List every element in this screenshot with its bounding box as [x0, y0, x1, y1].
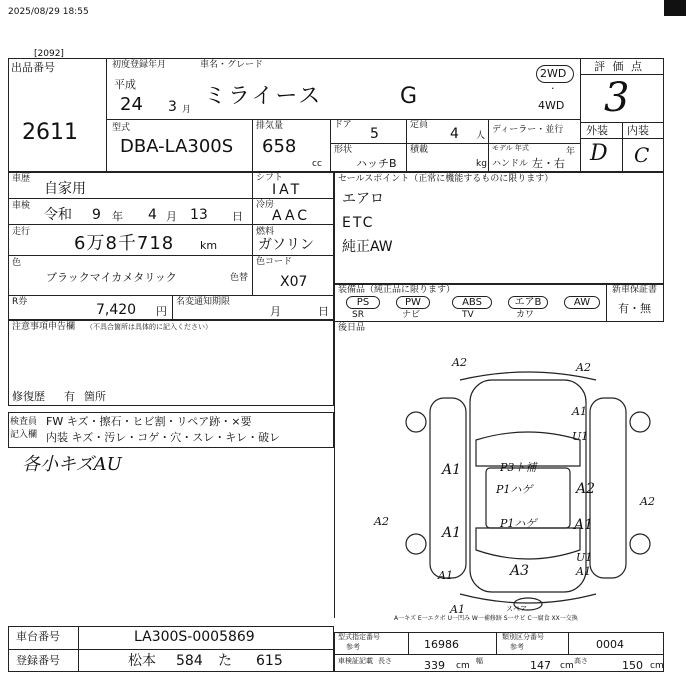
fuel: ガソリン: [258, 237, 314, 253]
height-unit: cm: [650, 661, 664, 671]
width-label: 幅: [476, 657, 483, 665]
model-code: DBA-LA300S: [120, 136, 234, 157]
chassis-number: LA300S-0005869: [134, 629, 255, 645]
reg-label: 初度登録年月: [112, 60, 167, 70]
shaken-month: 4: [148, 207, 157, 223]
interior-grade: C: [634, 143, 650, 167]
shift-label: シフト: [256, 173, 284, 183]
dims-label: 車検証記載: [338, 657, 373, 665]
damage-mark-5: A1: [442, 462, 462, 478]
lot-number: 2611: [22, 120, 78, 145]
ac: AAC: [272, 208, 311, 224]
mileage: 6万8千718: [74, 233, 175, 254]
displacement-label: 排気量: [256, 121, 284, 131]
damage-mark-17: A1: [450, 603, 465, 616]
shaken-label: 車検: [12, 201, 31, 211]
warranty-label: 新車保証書: [612, 285, 658, 295]
rear-label: 後日品: [338, 323, 366, 333]
equip-sr: SR: [352, 310, 364, 320]
recycle-fee: 7,420: [96, 302, 137, 318]
reg-year: 24: [120, 94, 143, 115]
history-value: 自家用: [44, 181, 86, 197]
drive-4wd: 4WD: [538, 99, 565, 112]
color-no-label: 色替: [230, 273, 249, 283]
color-code: X07: [280, 274, 308, 290]
month-unit: 月: [182, 105, 192, 115]
inspector-handwritten-note: 各小キズAU: [22, 454, 122, 475]
color-code-label: 色コード: [256, 257, 293, 267]
category-label-1: 類別区分番号: [502, 633, 544, 641]
displacement: 658: [262, 136, 297, 157]
reg-month: 3: [168, 99, 177, 115]
color-label: 色: [12, 258, 22, 268]
damage-mark-18: U1: [576, 551, 593, 564]
exterior-label: 外装: [586, 124, 608, 137]
height-label: 高さ: [574, 657, 588, 665]
model-label: 型式: [112, 123, 131, 133]
exterior-grade: D: [590, 141, 608, 166]
notes-label: 注意事項申告欄: [12, 322, 76, 332]
damage-mark-1: A2: [452, 356, 467, 369]
interior-label: 内装: [627, 124, 649, 137]
damage-mark-9: A2: [640, 495, 655, 508]
damage-mark-11: A1: [442, 525, 462, 541]
notes-sub-label: （不具合箇所は具体的に記入ください）: [86, 323, 212, 331]
shaken-day-unit: 日: [232, 210, 243, 223]
cc-unit: cc: [312, 159, 322, 169]
notice-day-unit: 日: [318, 305, 329, 318]
shaken-year-unit: 年: [112, 210, 123, 223]
kg-unit: kg: [476, 159, 487, 169]
shape: ハッチB: [356, 157, 397, 170]
door-label: ドア: [334, 120, 352, 130]
repair-label: 修復歴: [12, 390, 45, 403]
length-value: 339: [424, 659, 445, 672]
rating-label: 評 価 点: [594, 60, 644, 73]
fuel-label: 燃料: [256, 227, 275, 237]
inspector-line-2: 内装 キズ・汚レ・コゲ・穴・スレ・キレ・破レ: [46, 431, 281, 444]
km-unit: km: [200, 239, 218, 252]
equip-ps: PS: [346, 296, 380, 309]
damage-mark-3: A1: [572, 405, 587, 418]
chassis-label: 車台番号: [16, 630, 60, 643]
plate-number: 615: [256, 653, 283, 669]
handle: 左・右: [532, 157, 565, 170]
lot-label: 出品番号: [11, 61, 55, 74]
ac-label: 冷房: [256, 200, 275, 210]
rating-value: 3: [604, 75, 630, 121]
mileage-label: 走行: [12, 227, 31, 237]
inspector-label-1: 検査員: [10, 417, 38, 427]
color-value: ブラックマイカメタリック: [46, 271, 177, 284]
warranty-value: 有・無: [618, 302, 651, 315]
dealer-label: ディーラー・並行: [492, 125, 564, 135]
shape-label: 形状: [334, 145, 353, 155]
equipment-label: 装備品（純正品に限ります）: [338, 285, 456, 295]
damage-mark-2: A2: [576, 361, 591, 374]
shift: IAT: [272, 182, 303, 198]
capacity-label: 定員: [410, 120, 429, 130]
spare-label: スペア: [506, 605, 527, 613]
plate-label: 登録番号: [16, 654, 60, 667]
damage-mark-8: A2: [576, 481, 596, 497]
damage-mark-10: A2: [374, 515, 389, 528]
recycle-label: R券: [12, 297, 28, 307]
length-unit: cm: [456, 661, 470, 671]
drive-2wd: 2WD: [540, 67, 567, 80]
notes-section: [8, 320, 334, 406]
length-label: 長さ: [378, 657, 392, 665]
type-label-2: 参考: [346, 643, 360, 651]
height-value: 150: [622, 659, 643, 672]
corner-mark: [664, 0, 686, 16]
selling-point-2: ETC: [342, 215, 375, 231]
damage-mark-7: P1ハゲ: [496, 483, 533, 496]
equip-abs: ABS: [452, 296, 492, 309]
drive-dot: ·: [551, 82, 555, 95]
selling-point-1: エアロ: [342, 191, 384, 207]
damage-mark-4: U1: [572, 430, 589, 443]
selling-point-3: 純正AW: [342, 239, 393, 255]
plate-class: 584: [176, 653, 203, 669]
selling-points-label: セールスポイント（正常に機能するものに限ります）: [338, 174, 554, 184]
year-unit: 年: [566, 147, 576, 157]
damage-mark-13: A1: [574, 517, 594, 533]
damage-mark-14: A1: [438, 569, 453, 582]
width-value: 147: [530, 659, 551, 672]
lot-bracket: [2092]: [34, 49, 64, 59]
notice-label: 名変通知期限: [176, 297, 231, 307]
era: 平成: [114, 78, 136, 91]
doors: 5: [370, 126, 379, 142]
history-label: 車歴: [12, 174, 31, 184]
damage-mark-6: P3ト補: [500, 461, 537, 474]
plate-kana: た: [218, 653, 232, 669]
load-label: 積載: [410, 145, 429, 155]
damage-legend: A一キズ E一エクボ U一凹み W一補修跡 S一サビ C一腐食 XX一交換: [394, 615, 578, 622]
equip-leather: カワ: [516, 310, 535, 320]
shaken-day: 13: [190, 207, 208, 223]
inspector-label-2: 記入欄: [10, 430, 38, 440]
shaken-year: 9: [92, 207, 101, 223]
grade: G: [400, 84, 418, 109]
damage-mark-15: A3: [510, 563, 530, 579]
type-number: 16986: [424, 638, 459, 651]
category-label-2: 参考: [510, 643, 524, 651]
capacity: 4: [450, 126, 459, 142]
damage-mark-12: P1ハゲ: [500, 517, 537, 530]
handle-label: ハンドル: [492, 159, 529, 169]
plate-area: 松本: [128, 653, 156, 669]
width-unit: cm: [560, 661, 574, 671]
inspector-line-1: FW キズ・擦石・ヒビ割・リペア跡・×要: [46, 415, 252, 428]
yen-unit: 円: [156, 305, 167, 318]
notice-month-unit: 月: [270, 305, 281, 318]
type-label-1: 型式指定番号: [338, 633, 380, 641]
damage-mark-16: A1: [576, 565, 591, 578]
car-name: ミライース: [204, 84, 323, 109]
model-year-label: モデル 年式: [492, 144, 529, 152]
equip-navi: ナビ: [402, 310, 421, 320]
repair-value: 有: [64, 390, 75, 403]
repair-suffix: 箇所: [84, 390, 106, 403]
timestamp: 2025/08/29 18:55: [8, 7, 89, 17]
equip-tv: TV: [462, 310, 474, 320]
capacity-unit: 人: [476, 131, 486, 141]
selling-points-section: [334, 172, 664, 284]
name-label: 車名・グレード: [200, 60, 264, 70]
category-number: 0004: [596, 638, 624, 651]
equip-airbag: エアB: [508, 296, 548, 309]
equip-aw: AW: [564, 296, 600, 309]
shaken-month-unit: 月: [166, 210, 177, 223]
equip-pw: PW: [396, 296, 430, 309]
shaken-era: 令和: [44, 207, 72, 223]
